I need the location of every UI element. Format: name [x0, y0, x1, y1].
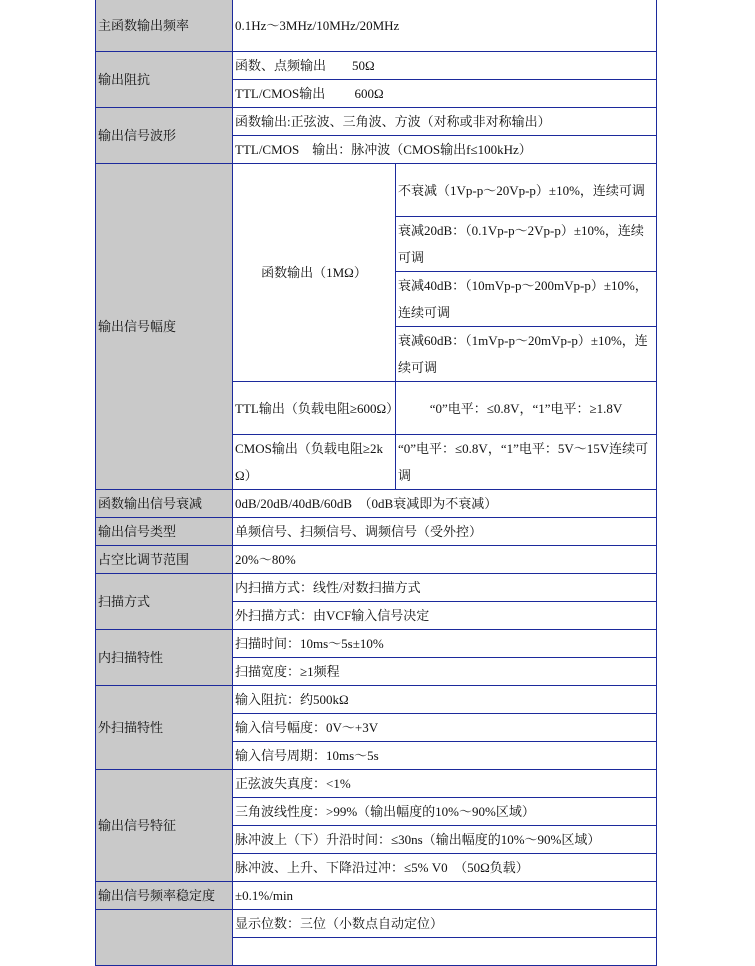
- row-label: 输出信号幅度: [96, 164, 233, 490]
- row-label: 输出信号波形: [96, 108, 233, 164]
- row-label: 函数输出信号衰减: [96, 490, 233, 518]
- row-value: 正弦波失真度：<1%: [233, 770, 657, 798]
- row-value: TTL/CMOS 输出：脉冲波（CMOS输出f≤100kHz）: [233, 136, 657, 164]
- row-value: 显示位数：三位（小数点自动定位）: [233, 910, 657, 938]
- row-value: 衰减20dB：（0.1Vp-p～2Vp-p）±10%，连续可调: [396, 217, 657, 272]
- row-value: 函数输出:正弦波、三角波、方波（对称或非对称输出）: [233, 108, 657, 136]
- row-value: 0dB/20dB/40dB/60dB （0dB衰减即为不衰减）: [233, 490, 657, 518]
- row-label: 输出信号类型: [96, 518, 233, 546]
- row-value: 输入信号幅度：0V～+3V: [233, 714, 657, 742]
- row-value: 0.1Hz～3MHz/10MHz/20MHz: [233, 0, 657, 52]
- table-row: [96, 52, 657, 80]
- table-row: [96, 518, 657, 546]
- row-value: 衰减40dB：（10mVp-p～200mVp-p）±10%，连续可调: [396, 272, 657, 327]
- row-value: 单频信号、扫频信号、调频信号（受外控）: [233, 518, 657, 546]
- row-value: 函数、点频输出 50Ω: [233, 52, 657, 80]
- row-label: 内扫描特性: [96, 630, 233, 686]
- row-label: [96, 910, 233, 966]
- sub-label: CMOS输出（负载电阻≥2kΩ）: [233, 435, 396, 490]
- row-value: 输入阻抗：约500kΩ: [233, 686, 657, 714]
- row-label: 主函数输出频率: [96, 0, 233, 52]
- row-value: ±0.1%/min: [233, 882, 657, 910]
- sub-label: 函数输出（1MΩ）: [233, 164, 396, 382]
- sub-label: TTL输出（负载电阻≥600Ω）: [233, 382, 396, 435]
- table-row: [96, 770, 657, 798]
- table-row: [96, 574, 657, 602]
- row-value: “0”电平：≤0.8V，“1”电平：≥1.8V: [396, 382, 657, 435]
- table-row: [96, 0, 657, 52]
- table-row: [96, 108, 657, 136]
- table-row: [96, 164, 657, 217]
- row-value: 脉冲波上（下）升沿时间：≤30ns（输出幅度的10%～90%区域）: [233, 826, 657, 854]
- row-value: 外扫描方式：由VCF输入信号决定: [233, 602, 657, 630]
- table-row: [96, 490, 657, 518]
- table-row: [96, 882, 657, 910]
- row-label: 输出阻抗: [96, 52, 233, 108]
- row-value: “0”电平：≤0.8V，“1”电平：5V～15V连续可调: [396, 435, 657, 490]
- spec-table: [95, 0, 657, 966]
- row-value: 脉冲波、上升、下降沿过冲：≤5% V0 （50Ω负载）: [233, 854, 657, 882]
- row-value: 扫描宽度：≥1频程: [233, 658, 657, 686]
- row-value: TTL/CMOS输出 600Ω: [233, 80, 657, 108]
- table-row: [96, 686, 657, 714]
- row-label: 外扫描特性: [96, 686, 233, 770]
- row-value: 输入信号周期：10ms～5s: [233, 742, 657, 770]
- table-row: [96, 546, 657, 574]
- row-label: 占空比调节范围: [96, 546, 233, 574]
- row-value: 三角波线性度：>99%（输出幅度的10%～90%区域）: [233, 798, 657, 826]
- row-value: 衰减60dB：（1mVp-p～20mVp-p）±10%，连续可调: [396, 327, 657, 382]
- row-label: 扫描方式: [96, 574, 233, 630]
- table-row: [96, 630, 657, 658]
- row-value: 20%～80%: [233, 546, 657, 574]
- row-value: 内扫描方式：线性/对数扫描方式: [233, 574, 657, 602]
- row-value: 不衰减（1Vp-p～20Vp-p）±10%，连续可调: [396, 164, 657, 217]
- row-value: 扫描时间：10ms～5s±10%: [233, 630, 657, 658]
- row-label: 输出信号频率稳定度: [96, 882, 233, 910]
- row-value: [233, 938, 657, 966]
- row-label: 输出信号特征: [96, 770, 233, 882]
- table-row: [96, 910, 657, 938]
